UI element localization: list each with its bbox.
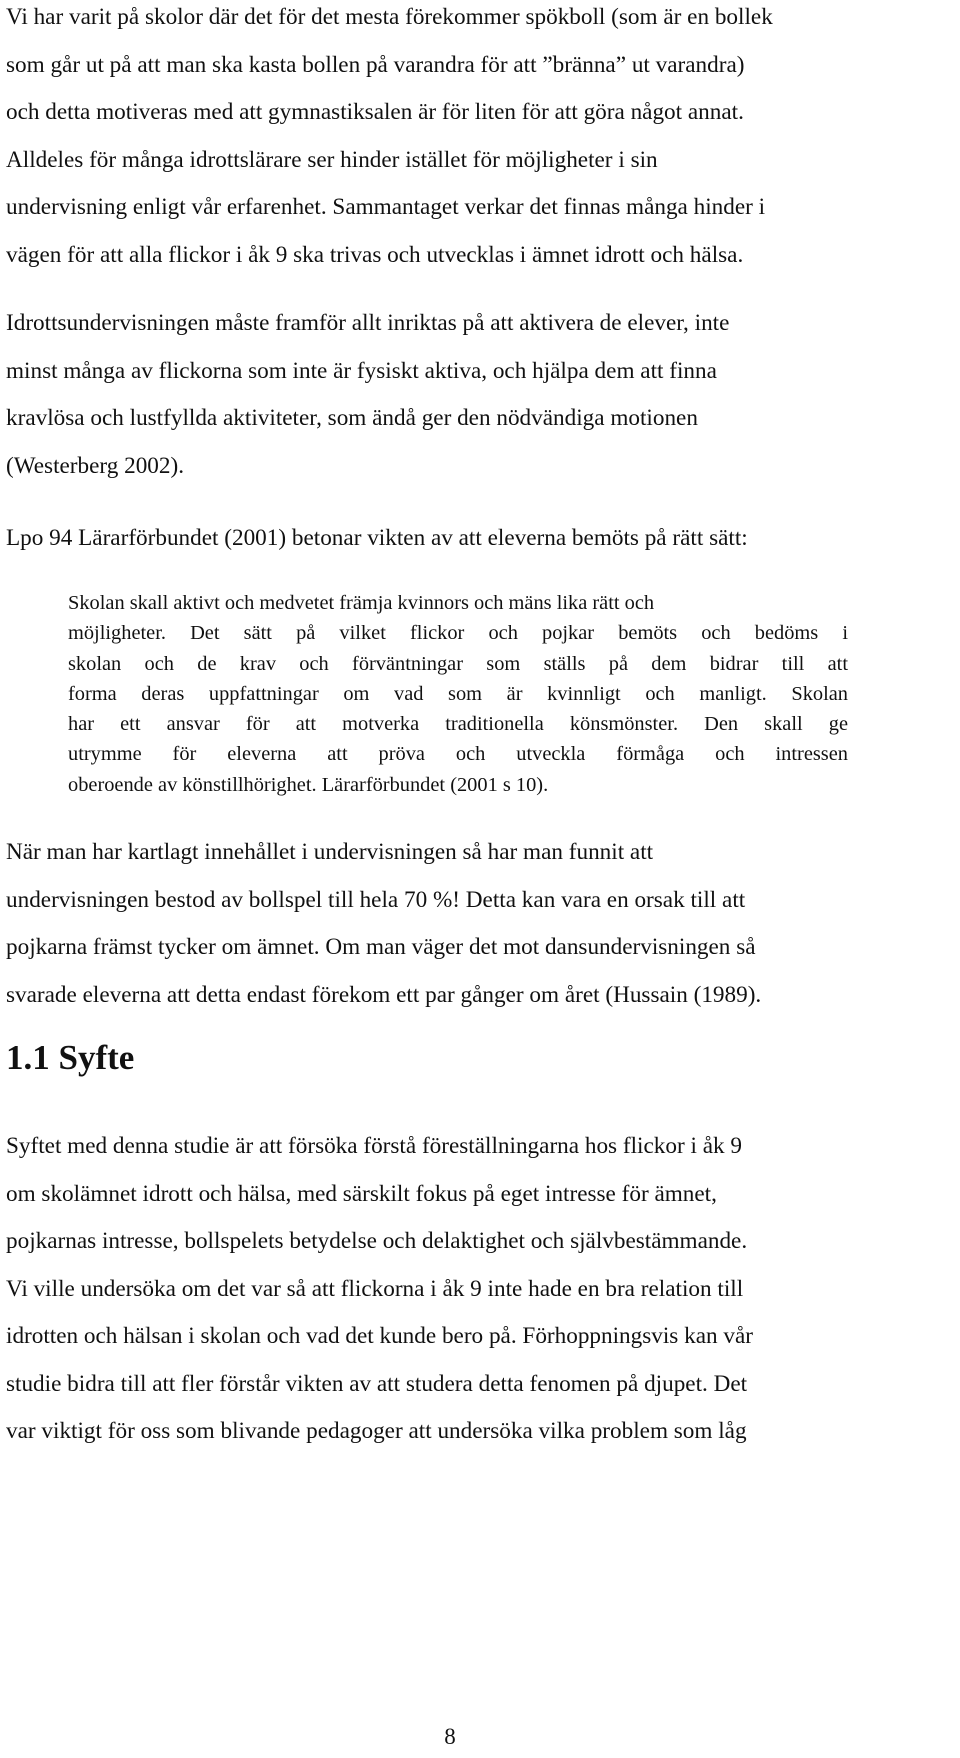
quote-line: möjligheter. Det sätt på vilket flickor och pojkar bemöts och bedöms i <box>68 622 848 645</box>
quote-line: oberoende av könstillhörighet. Lärarförbundet (2001 s 10). <box>68 773 549 796</box>
text-line: Idrottsundervisningen måste framför allt inriktas på att aktivera de elever, inte <box>6 310 730 336</box>
text-line: undervisningen bestod av bollspel till hela 70 %! Detta kan vara en orsak till att <box>6 886 746 913</box>
text-line: Syftet med denna studie är att försöka förstå föreställningarna hos flickor i åk 9 <box>6 1133 742 1159</box>
text-line: När man har kartlagt innehållet i undervisningen så har man funnit att <box>6 839 654 865</box>
text-line: Vi har varit på skolor där det för det mesta förekommer spökboll (som är en bollek <box>6 4 773 30</box>
text-line: vägen för att alla flickor i åk 9 ska trivas och utvecklas i ämnet idrott och hälsa. <box>6 241 744 268</box>
text-line: minst många av flickorna som inte är fysiskt aktiva, och hjälpa dem att finna <box>6 357 717 384</box>
quote-line: forma deras uppfattningar om vad som är kvinnligt och manligt. Skolan <box>68 682 848 705</box>
quote-line: utrymme för eleverna att pröva och utveckla förmåga och intressen <box>68 743 848 766</box>
text-line: svarade eleverna att detta endast förekom ett par gånger om året (Hussain (1989). <box>6 981 762 1008</box>
paragraph-lpo94 <box>6 515 748 563</box>
text-line: Lpo 94 Lärarförbundet (2001) betonar vikten av att eleverna bemöts på rätt sätt: <box>6 525 748 551</box>
paragraph-purpose <box>6 1123 753 1456</box>
text-line: pojkarnas intresse, bollspelets betydelse och delaktighet och självbestämmande. <box>6 1228 748 1254</box>
text-line: pojkarna främst tycker om ämnet. Om man väger det mot dansundervisningen så <box>6 934 756 960</box>
text-line: undervisning enligt vår erfarenhet. Sammantaget verkar det finnas många hinder i <box>6 194 766 220</box>
text-line: Alldeles för många idrottslärare ser hinder istället för möjligheter i sin <box>6 146 658 173</box>
paragraph-mapping <box>6 829 761 1019</box>
text-line: idrotten och hälsan i skolan och vad det kunde bero på. Förhoppningsvis kan vår <box>6 1323 753 1349</box>
page-number: 8 <box>444 1724 456 1749</box>
block-quote <box>68 588 848 800</box>
quote-line: skolan och de krav och förväntningar som ställs på dem bidrar till att <box>68 652 848 675</box>
paragraph-intro <box>6 0 773 279</box>
section-heading: 1.1 Syfte <box>6 1038 135 1077</box>
quote-line: Skolan skall aktivt och medvetet främja kvinnors och mäns lika rätt och <box>68 592 655 614</box>
text-line: om skolämnet idrott och hälsa, med särskilt fokus på eget intresse för ämnet, <box>6 1180 717 1207</box>
text-line: kravlösa och lustfyllda aktiviteter, som ändå ger den nödvändiga motionen <box>6 405 698 431</box>
text-line: och detta motiveras med att gymnastiksalen är för liten för att göra något annat. <box>6 99 744 125</box>
text-line: Vi ville undersöka om det var så att flickorna i åk 9 inte hade en bra relation till <box>6 1275 744 1302</box>
quote-line: har ett ansvar för att motverka traditionella könsmönster. Den skall ge <box>68 713 848 736</box>
paragraph-activation <box>6 300 729 490</box>
text-line: studie bidra till att fler förstår vikten av att studera detta fenomen på djupet. Det <box>6 1370 748 1397</box>
text-line: (Westerberg 2002). <box>6 452 184 479</box>
text-line: var viktigt för oss som blivande pedagoger att undersöka vilka problem som låg <box>6 1418 747 1444</box>
text-line: som går ut på att man ska kasta bollen på varandra för att ”bränna” ut varandra) <box>6 51 745 78</box>
